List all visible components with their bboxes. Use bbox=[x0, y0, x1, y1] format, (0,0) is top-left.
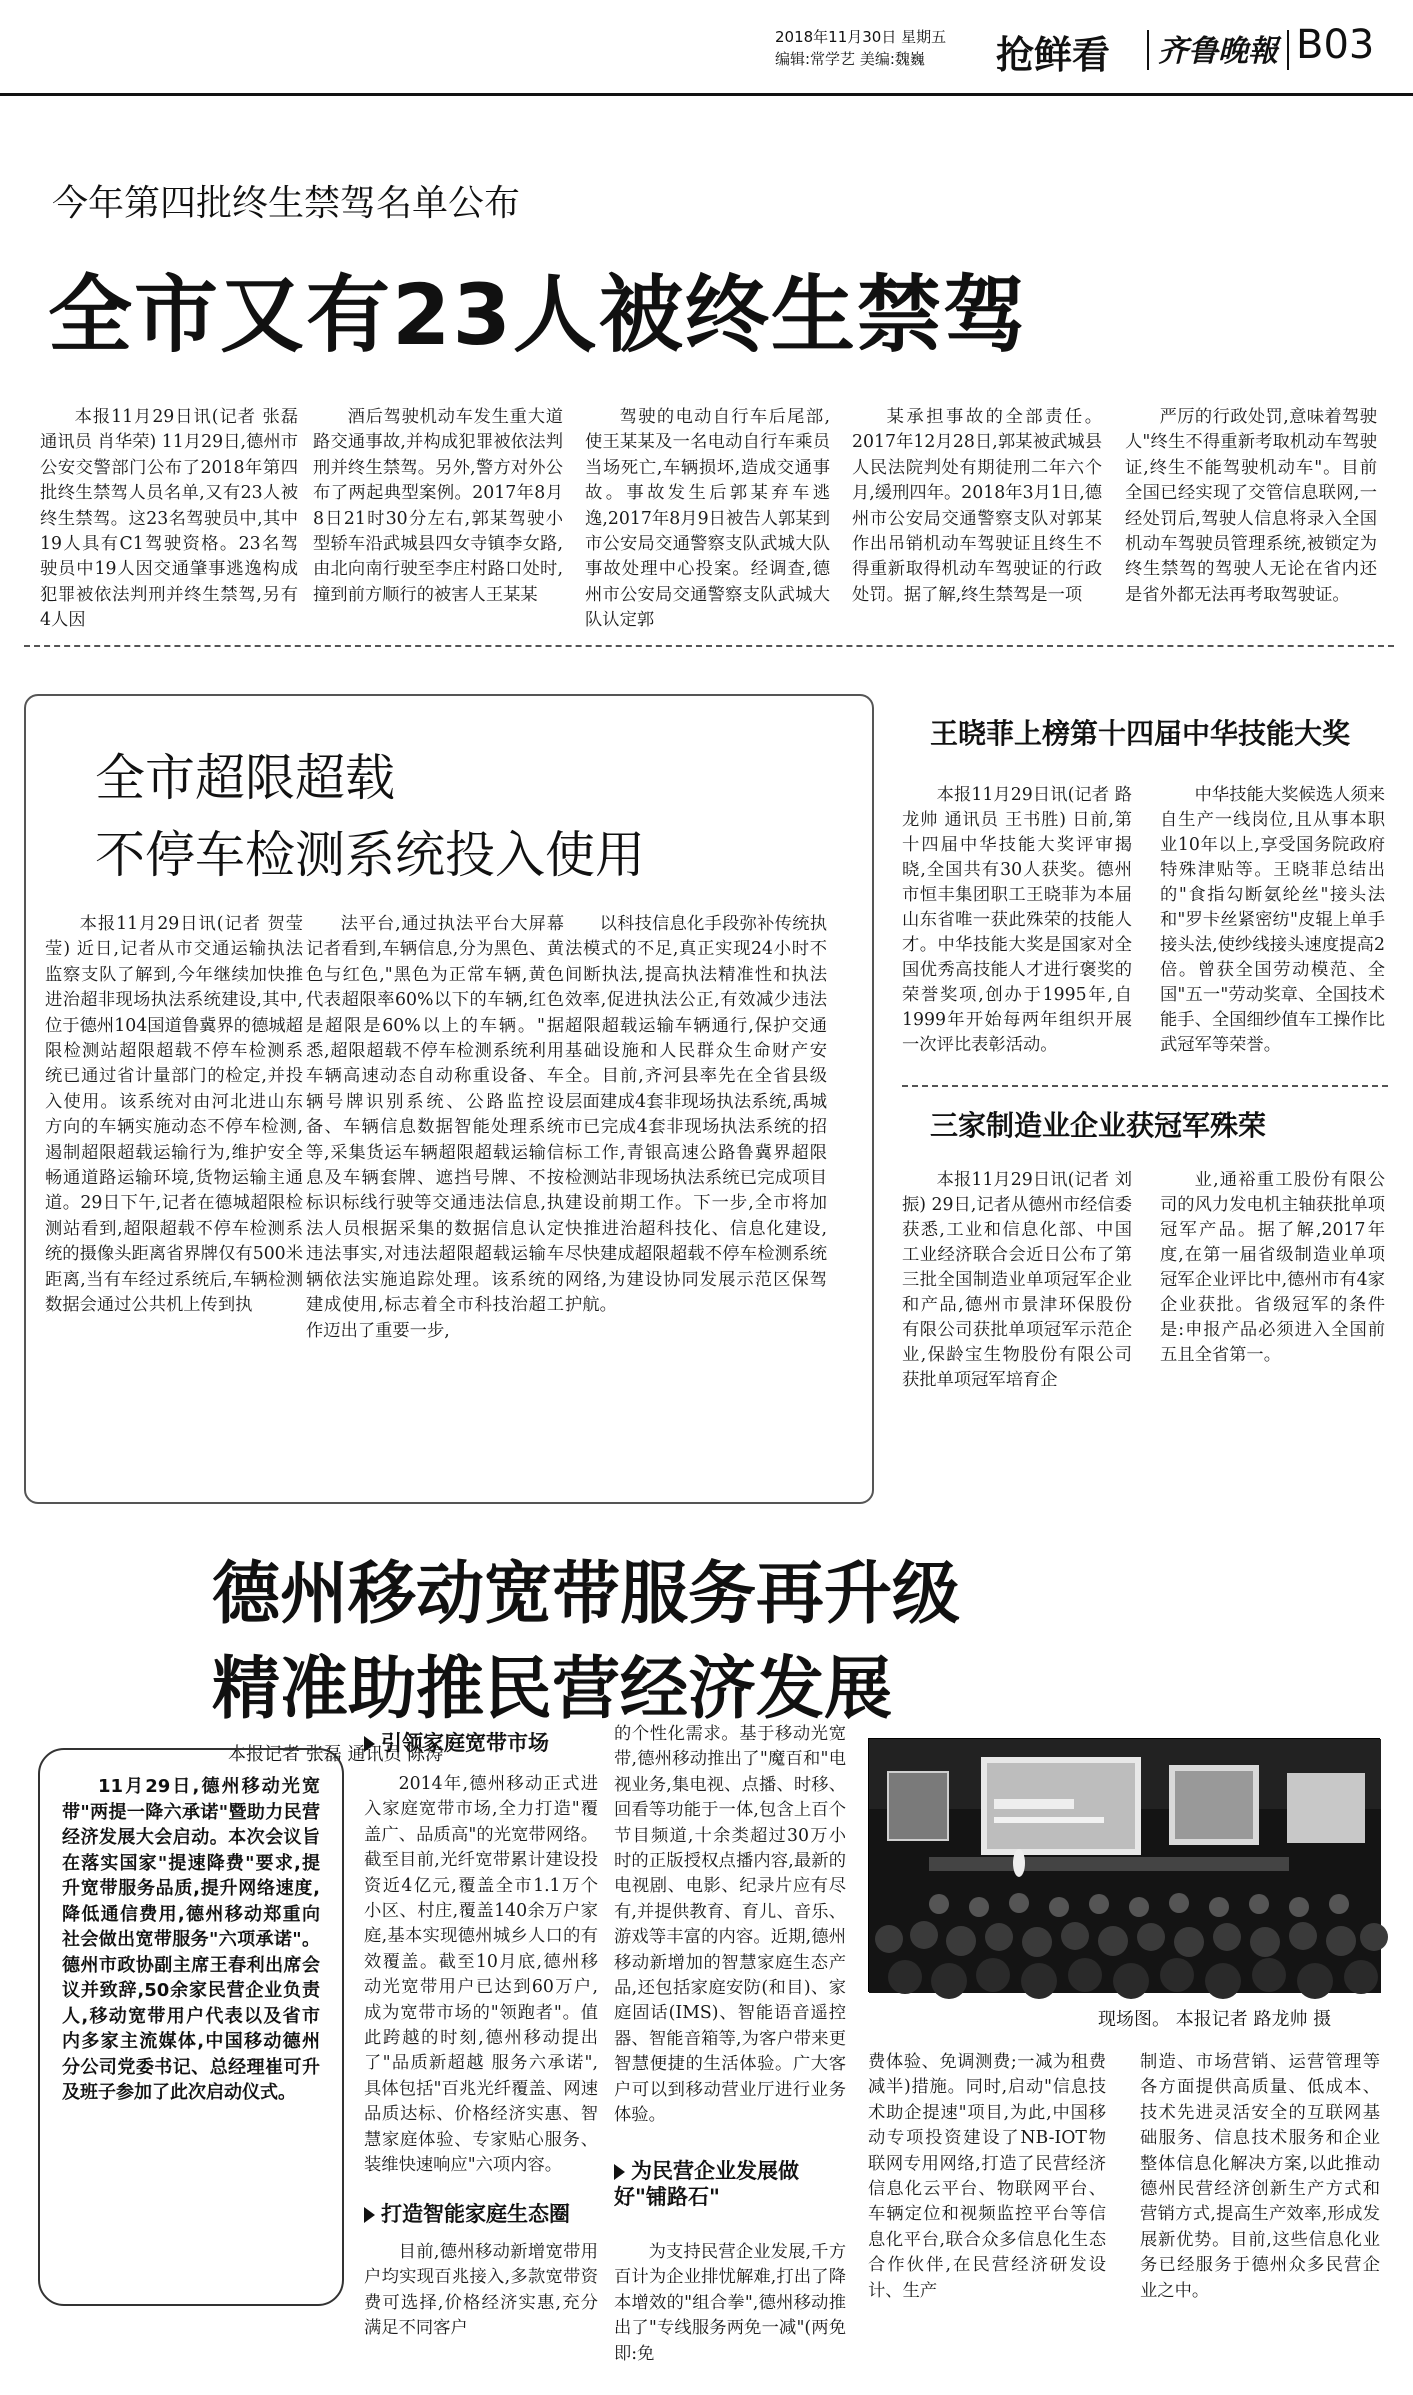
photo-caption: 现场图。 本报记者 路龙帅 摄 bbox=[1098, 2009, 1332, 2030]
masthead-date: 2018年11月30日 星期五 bbox=[775, 28, 947, 46]
newspaper-logo: 齐鲁晚報 bbox=[1158, 34, 1278, 69]
masthead-rule bbox=[0, 93, 1413, 96]
triangle-bullet-icon bbox=[614, 2164, 625, 2180]
triangle-bullet-icon bbox=[364, 2207, 375, 2223]
story5-lead-box bbox=[38, 1748, 344, 2306]
story1-col-5: 严厉的行政处罚,意味着驾驶人"终生不得重新考取机动车驾驶证,终生不能驾驶机动车"。目前全国已经实现了交管信息联网,一经处罚后,驾驶人信息将录入全国机动车驾驶员管理系统,被锁定为终生禁驾的驾驶人无论在省内还是省外都无法再考取驾驶证。 bbox=[1125, 407, 1377, 605]
story2-headline-line2: 不停车检测系统投入使用 bbox=[95, 826, 645, 884]
masthead bbox=[0, 0, 1413, 95]
story5-sub3 bbox=[614, 2158, 850, 2210]
story1-kicker: 今年第四批终生禁驾名单公布 bbox=[52, 183, 521, 224]
story2-col-3: 以科技信息化手段弥补传统执法模式的不足,真正实现24小时不间断执法,提高执法精准性和执法效率,促进执法公正,有效减少违法超限超载运输车辆通行,保护交通基础设施和人民群众生命财产安全。目前,齐河县率先在全省县级层面建成4套非现场执法系统,禹城市已完成4套非现场执法系统的招标工作,青银高速公路鲁冀界超限检测站非现场执法系统已完成项目建设前期工作。下一步,全市将加快推进治超科技化、信息化建设,尽快建成超限超载不停车检测系统网络,为建设协同发展示范区保驾护航。 bbox=[565, 914, 827, 1316]
event-photo-illustration bbox=[869, 1739, 1381, 1993]
story1-separator bbox=[24, 645, 1394, 647]
masthead-divider-2 bbox=[1287, 30, 1289, 70]
story5-headline-line2: 精准助推民营经济发展 bbox=[212, 1649, 893, 1729]
story1-col-2: 酒后驾驶机动车发生重大道路交通事故,并构成犯罪被依法判刑并终生禁驾。另外,警方对外公布了两起典型案例。2017年8月8日21时30分左右,郭某驾驶小型轿车沿武城县四女寺镇李女路,由北向南行驶至李庄村路口处时,撞到前方顺行的被害人王某某 bbox=[313, 407, 563, 605]
story4-headline: 三家制造业企业获冠军殊荣 bbox=[930, 1109, 1267, 1142]
story5-sub2-text: 打造智能家庭生态圈 bbox=[381, 2202, 570, 2226]
story5-col-1b: 目前,德州移动新增宽带用户均实现百兆接入,多款宽带资费可选择,价格经济实惠,充分满足不同客户 bbox=[364, 2242, 598, 2339]
story5-byline: 本报记者 张磊 通讯员 陈涛 bbox=[228, 1744, 444, 1765]
story1-col-4: 某承担事故的全部责任。2017年12月28日,郭某被武城县人民法院判处有期徒刑二年六个月,缓刑四年。2018年3月1日,德州市公安局交通警察支队对郭某作出吊销机动车驾驶证且终生不得重新取得机动车驾驶证的行政处罚。据了解,终生禁驾是一项 bbox=[852, 407, 1102, 605]
masthead-section: 抢鲜看 bbox=[996, 33, 1111, 77]
story5-sub2 bbox=[364, 2198, 570, 2228]
story1-headline: 全市又有23人被终生禁驾 bbox=[48, 266, 1029, 364]
story5-col-2: 的个性化需求。基于移动光宽带,德州移动推出了"魔百和"电视业务,集电视、点播、时移、回看等功能于一体,包含上百个节目频道,十余类超过30万小时的正版授权点播内容,最新的电视剧、电影、纪录片应有尽有,并提供教育、育儿、音乐、游戏等丰富的内容。近期,德州移动新增加的智慧家庭生态产品,还包括家庭安防(和目)、家庭固话(IMS)、智能语音遥控器、智能音箱等,为客户带来更智慧便捷的生活体验。广大客户可以到移动营业厅进行业务体验。 bbox=[614, 1724, 846, 2126]
story1-col-1: 本报11月29日讯(记者 张磊 通讯员 肖华荣) 11月29日,德州市公安交警部门公布了2018年第四批终生禁驾人员名单,又有23人被终生禁驾。这23名驾驶员中,其中19人具有C1驾驶资格。23名驾驶员中19人因交通肇事逃逸构成犯罪被依法判刑并终生禁驾,另有4人因 bbox=[40, 407, 298, 631]
story1-col-3: 驾驶的电动自行车后尾部,使王某某及一名电动自行车乘员当场死亡,车辆损坏,造成交通事故。事故发生后郭某弃车逃逸,2017年8月9日被告人郭某到市公安局交通警察支队武城大队事故处理中心投案。经调查,德州市公安局交通警察支队武城大队认定郭 bbox=[585, 407, 830, 631]
masthead-editors: 编辑:常学艺 美编:魏巍 bbox=[775, 50, 925, 68]
story5-sub1-text: 引领家庭宽带市场 bbox=[381, 1731, 549, 1755]
story5-col-4: 制造、市场营销、运营管理等各方面提供高质量、低成本、技术先进灵活安全的互联网基础服务、信息技术服务和企业整体信息化解决方案,以此推动德州民营经济创新生产方式和营销方式,提高生产效率,形成发展新优势。目前,这些信息化业务已经服务于德州众多民营企业之中。 bbox=[1140, 2052, 1380, 2301]
story2-col-1: 本报11月29日讯(记者 贺莹莹) 近日,记者从市交通运输执法监察支队了解到,今年继续加快推进治超非现场执法系统建设,其中,位于德州104国道鲁冀界的德城超限检测站超限超载不停车检测系统已通过省计量部门的检定,并投入使用。该系统对由河北进山东方向的车辆实施动态不停车检测,遏制超限超载运输行为,维护安全畅通道路运输环境,货物运输主通道。29日下午,记者在德城超限检测站看到,超限超载不停车检测系统的摄像头距离省界牌仅有500米距离,当有车经过系统后,车辆检测数据会通过公共机上传到执 bbox=[45, 914, 303, 1316]
story5-sub1 bbox=[364, 1727, 549, 1757]
story5-col-2b: 为支持民营企业发展,千方百计为企业排忧解难,打出了降本增效的"组合拳",德州移动推出了"专线服务两免一减"(两免即:免 bbox=[614, 2242, 846, 2364]
story5-col-1: 2014年,德州移动正式进入家庭宽带市场,全力打造"覆盖广、品质高"的光宽带网络。截至目前,光纤宽带累计建设投资近4亿元,覆盖全市1.1万个小区、村庄,覆盖140余万户家庭,基本实现德州城乡人口的有效覆盖。截至10月底,德州移动光宽带用户已达到60万户,成为宽带市场的"领跑者"。值此跨越的时刻,德州移动提出了"品质新超越 服务六承诺",具体包括"百兆光纤覆盖、网速品质达标、价格经济实惠、智慧家庭体验、专家贴心服务、装维快速响应"六项内容。 bbox=[364, 1774, 598, 2176]
triangle-bullet-icon bbox=[364, 1736, 375, 1752]
story2-col-2: 法平台,通过执法平台大屏幕记者看到,车辆信息,分为黑色、黄色与红色,"黑色为正常车辆,黄色代表超限率60%以下的车辆,红色是超限是60%以上的车辆。"据悉,超限超载不停车检测系统利用车辆高速动态自动称重设备、车辆号牌识别系统、公路监控设备、车辆信息数据智能处理系统等,采集货运车辆超限超载运输信息及车辆套牌、遮挡号牌、不按标识标线行驶等交通违法信息,执法人员根据采集的数据信息认定违法事实,对违法超限超载运输车辆依法实施追踪处理。该系统的建成使用,标志着全市科技治超工作迈出了重要一步, bbox=[306, 914, 564, 1341]
masthead-divider bbox=[1147, 30, 1149, 70]
story4-col-1: 本报11月29日讯(记者 刘振) 29日,记者从德州市经信委获悉,工业和信息化部、中国工业经济联合会近日公布了第三批全国制造业单项冠军企业和产品,德州市景津环保股份有限公司获批单项冠军示范企业,保龄宝生物股份有限公司获批单项冠军培育企 bbox=[902, 1170, 1132, 1390]
story5-lead: 11月29日,德州移动光宽带"两提一降六承诺"暨助力民营经济发展大会启动。本次会议旨在落实国家"提速降费"要求,提升宽带服务品质,提升网络速度,降低通信费用,德州移动郑重向社会做出宽带服务"六项承诺"。德州市政协副主席王春利出席会议并致辞,50余家民营企业负责人,移动宽带用户代表以及省市内多家主流媒体,中国移动德州分公司党委书记、总经理崔可升及班子参加了此次启动仪式。 bbox=[62, 1776, 320, 2103]
story3-col-1: 本报11月29日讯(记者 路龙帅 通讯员 王书胜) 日前,第十四届中华技能大奖评审揭晓,全国共有30人获奖。德州市恒丰集团职工王晓菲为本届山东省唯一获此殊荣的技能人才。中华技能大奖是国家对全国优秀高技能人才进行褒奖的荣誉奖项,创办于1995年,自1999年开始每两年组织开展一次评比表彰活动。 bbox=[902, 785, 1132, 1055]
story5-headline-line1: 德州移动宽带服务再升级 bbox=[212, 1554, 961, 1634]
story5-sub3-text: 为民营企业发展做好"铺路石" bbox=[614, 2159, 799, 2209]
story2-headline-line1: 全市超限超载 bbox=[95, 749, 395, 807]
page-number: B03 bbox=[1296, 22, 1375, 68]
story3-col-2: 中华技能大奖候选人须来自生产一线岗位,且从事本职业10年以上,享受国务院政府特殊津贴等。王晓菲总结出的"食指勾断氨纶丝"接头法和"罗卡丝紧密纺"皮辊上单手接头法,使纱线接头速度提高2倍。曾获全国劳动模范、全国"五一"劳动奖章、全国技术能手、全国细纱值车工操作比武冠军等荣誉。 bbox=[1160, 785, 1385, 1055]
story3-separator bbox=[902, 1085, 1388, 1087]
event-photo bbox=[868, 1738, 1380, 1992]
story5-col-3: 费体验、免调测费;一减为租费减半)措施。同时,启动"信息技术助企提速"项目,为此,中国移动专项投资建设了NB-IOT物联网专用网络,打造了民营经济信息化云平台、物联网平台、车辆定位和视频监控平台等信息化平台,联合众多信息化生态合作伙伴,在民营经济研发设计、生产 bbox=[868, 2052, 1106, 2301]
story3-headline: 王晓菲上榜第十四届中华技能大奖 bbox=[930, 717, 1351, 750]
story4-col-2: 业,通裕重工股份有限公司的风力发电机主轴获批单项冠军产品。据了解,2017年度,在第一届省级制造业单项冠军企业评比中,德州市有4家企业获批。省级冠军的条件是:申报产品必须进入全国前五且全省第一。 bbox=[1160, 1170, 1385, 1365]
